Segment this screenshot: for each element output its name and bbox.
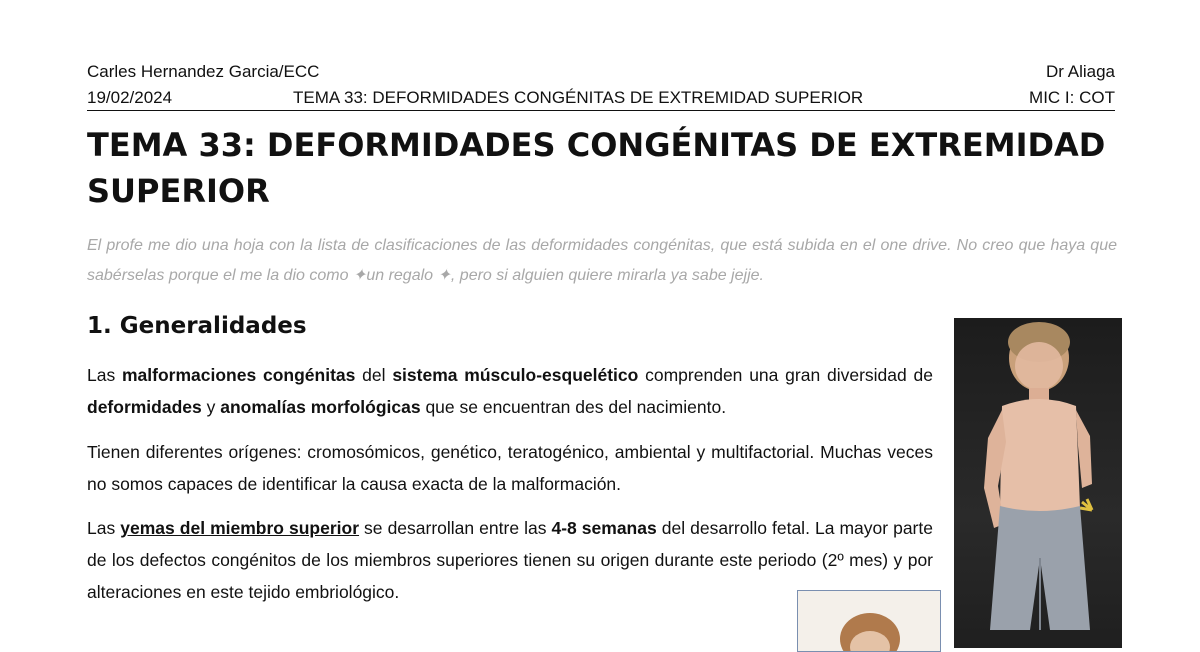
header-professor: Dr Aliaga: [1046, 62, 1115, 81]
header-date: 19/02/2024: [87, 88, 173, 107]
p3-text: se desarrollan entre las: [359, 518, 552, 538]
header-line-1: [87, 62, 1115, 84]
note-text-b: , pero si alguien quiere mirarla ya sabe jejje.: [450, 267, 764, 284]
p3-bold: 4-8 semanas: [551, 518, 657, 538]
paragraph-2: Tienen diferentes orígenes: cromosómicos, genético, teratogénico, ambiental y multifactorial. Muchas veces no somos capaces de identificar la causa exacta de la malformación.: [87, 442, 933, 494]
section-title: 1. Generalidades: [87, 313, 307, 339]
p3-text: del desarrollo fetal. La mayor parte de los defectos congénitos de los miembros superiores tienen su origen durante este periodo (2º mes) y por alteraciones en este tejido embriológico.: [87, 518, 933, 602]
p1-bold: anomalías morfológicas: [220, 397, 421, 417]
header-topic: TEMA 33: DEFORMIDADES CONGÉNITAS DE EXTREMIDAD SUPERIOR: [293, 88, 864, 107]
p1-text: del: [355, 365, 393, 385]
header-author: Carles Hernandez Garcia/ECC: [87, 62, 320, 81]
p1-bold: malformaciones congénitas: [122, 365, 356, 385]
note-highlight: un regalo: [366, 267, 434, 284]
paragraph-1: [87, 359, 933, 423]
p1-text: y: [201, 397, 221, 417]
note-text-a: El profe me dio una hoja con la lista de clasificaciones de las deformidades congénitas, que está subida en el one drive. No creo que haya que sabérselas porque el me la dio como: [87, 237, 1117, 284]
page-title-line-2: SUPERIOR: [87, 172, 270, 210]
header-line-2: [87, 88, 1115, 111]
p3-text: Las: [87, 518, 121, 538]
page-title-line-1: TEMA 33: DEFORMIDADES CONGÉNITAS DE EXTREMIDAD: [87, 126, 1106, 164]
p1-text: que se encuentran des del nacimiento.: [420, 397, 727, 417]
p1-text: Las: [87, 365, 122, 385]
p1-bold: sistema músculo-esquelético: [392, 365, 639, 385]
p1-bold: deformidades: [87, 397, 202, 417]
author-note: [87, 231, 1117, 291]
sparkle-icon: ✦: [352, 267, 367, 284]
p1-text: comprenden una gran diversidad de: [638, 365, 933, 385]
p3-underlined: yemas del miembro superior: [120, 518, 360, 538]
child-figure-illustration: [954, 318, 1122, 630]
page-title: [87, 122, 1127, 214]
sparkle-icon: ✦: [437, 267, 451, 284]
secondary-photo: [797, 590, 941, 652]
header-course: MIC I: COT: [1029, 88, 1115, 107]
patient-photo: [954, 318, 1122, 648]
secondary-photo-illustration: [798, 591, 940, 651]
